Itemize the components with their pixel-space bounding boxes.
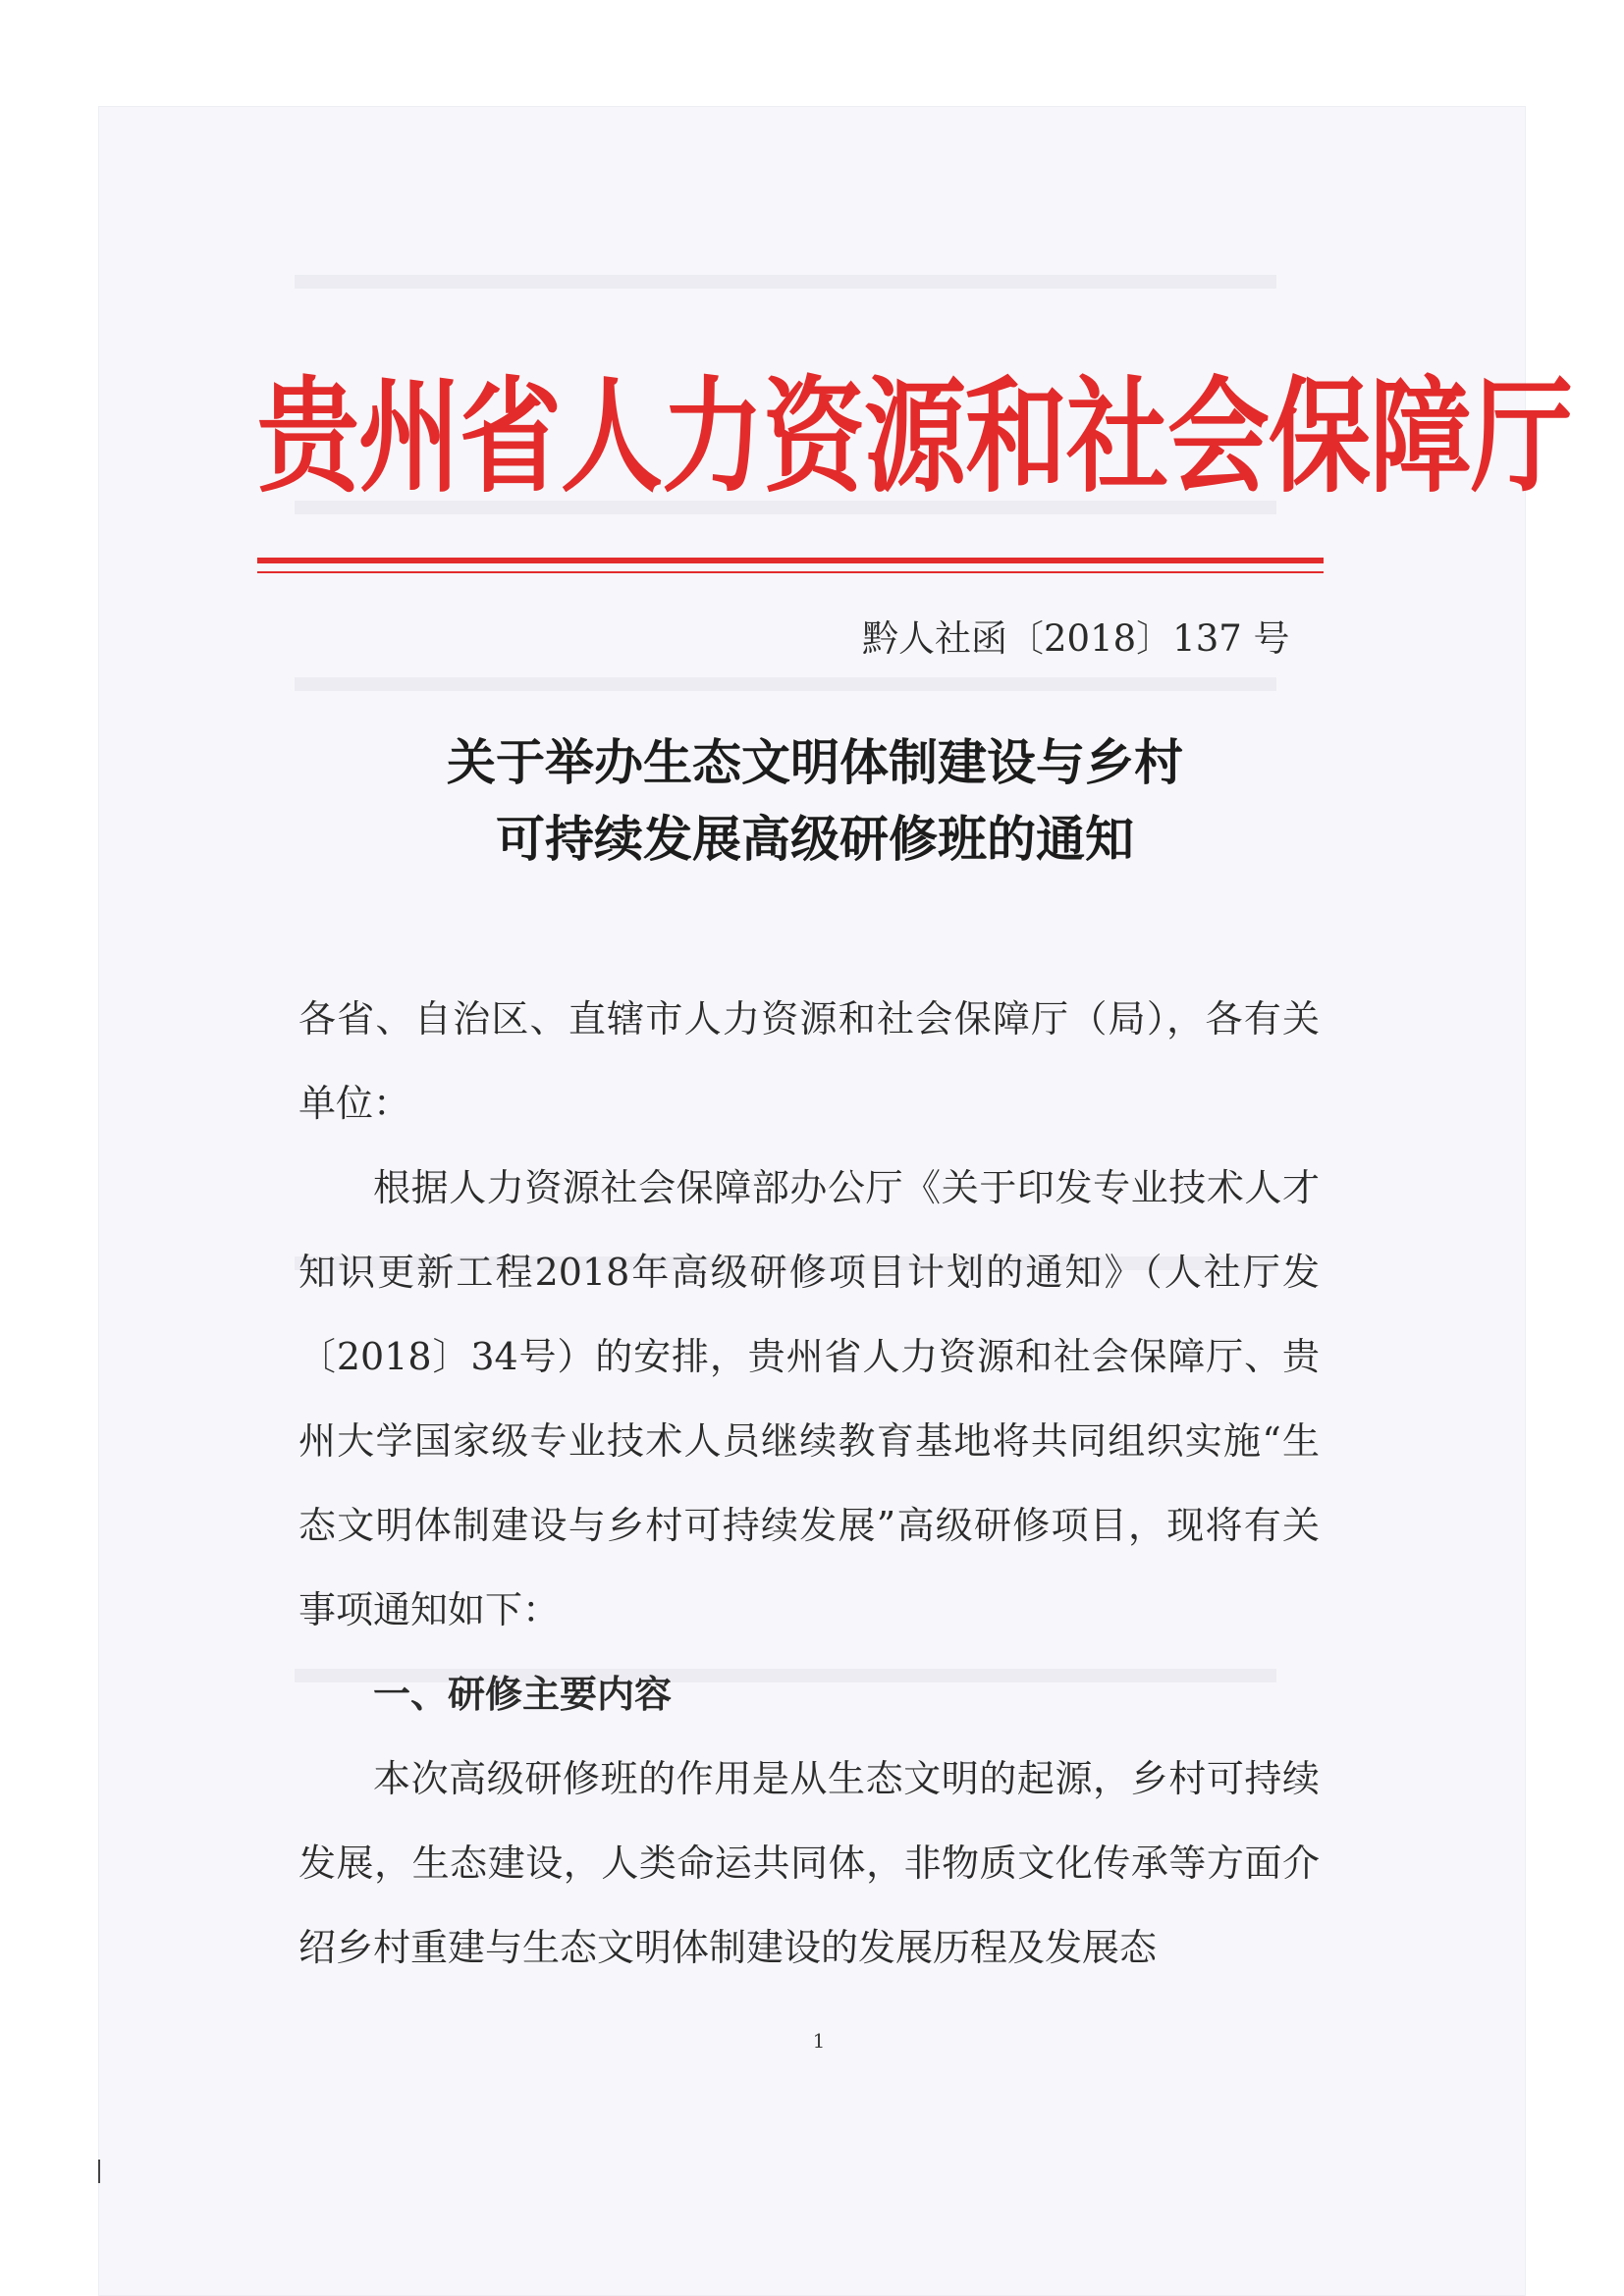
notice-title: [324, 724, 1306, 878]
letterhead-red-rule-thin: [257, 571, 1324, 573]
intro-paragraph: 根据人力资源社会保障部办公厅《关于印发专业技术人才知识更新工程2018年高级研修项目计划的通知》（人社厅发〔2018〕34号）的安排，贵州省人力资源和社会保障厅、贵州大学国家级专业技术人员继续教育基地将共同组织实施“生态文明体制建设与乡村可持续发展”高级研修项目，现将有关事项通知如下：: [298, 1166, 1320, 1631]
notice-body: [298, 977, 1320, 1990]
show-through-line: [295, 677, 1276, 691]
notice-title-line-2: 可持续发展高级研修班的通知: [496, 810, 1134, 868]
salutation: 各省、自治区、直辖市人力资源和社会保障厅（局），各有关单位：: [298, 997, 1320, 1125]
section-1-heading: 一、研修主要内容: [373, 1673, 673, 1716]
section-1-paragraph: 本次高级研修班的作用是从生态文明的起源，乡村可持续发展，生态建设，人类命运共同体，非物质文化传承等方面介绍乡村重建与生态文明体制建设的发展历程及发展态: [298, 1757, 1320, 1969]
agency-letterhead-title: 贵州省人力资源和社会保障厅: [257, 362, 1573, 510]
document-number: 黔人社函〔2018〕137 号: [862, 617, 1290, 660]
show-through-line: [295, 275, 1276, 289]
letterhead-red-rule-thick: [257, 558, 1324, 563]
notice-title-line-1: 关于举办生态文明体制建设与乡村: [447, 733, 1183, 791]
scan-edge-mark: [98, 2160, 100, 2183]
page-number: 1: [812, 2029, 826, 2053]
